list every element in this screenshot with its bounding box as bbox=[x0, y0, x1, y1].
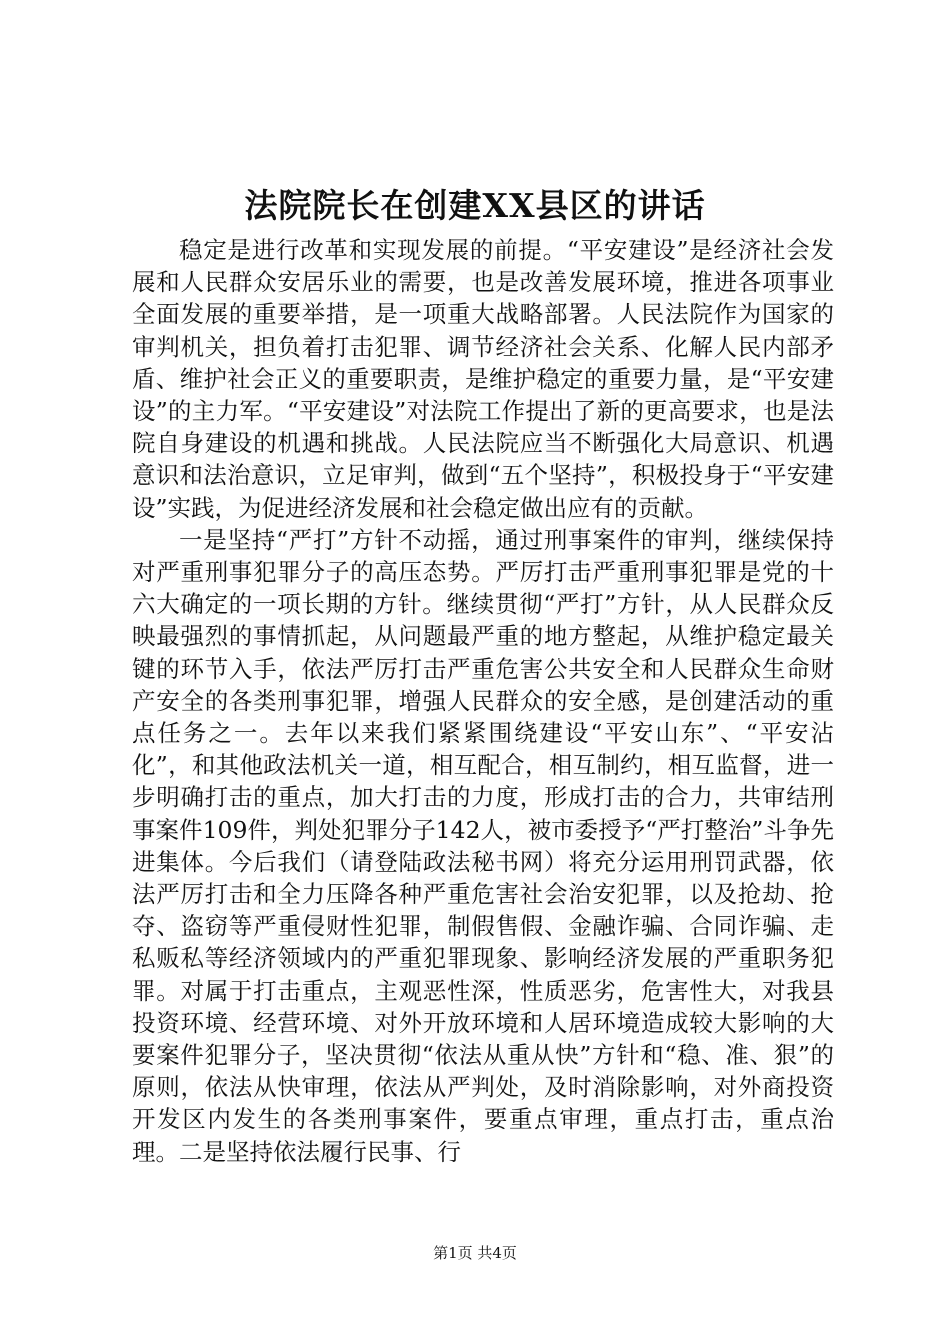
paragraph-2: 一是坚持“严打”方针不动摇，通过刑事案件的审判，继续保持对严重刑事犯罪分子的高压态势。严厉打击严重刑事犯罪是党的十六大确定的一项长期的方针。继续贯彻“严打”方针，从人民群众反映最强烈的事情抓起，从问题最严重的地方整起，从维护稳定最关键的环节入手，依法严厉打击严重危害公共安全和人民群众生命财产安全的各类刑事犯罪，增强人民群众的安全感，是创建活动的重点任务之一。去年以来我们紧紧围绕建设“平安山东”、“平安沾化”，和其他政法机关一道，相互配合，相互制约，相互监督，进一步明确打击的重点，加大打击的力度，形成打击的合力，共审结刑事案件109件，判处犯罪分子142人，被市委授予“严打整治”斗争先进集体。今后我们（请登陆政法秘书网）将充分运用刑罚武器，依法严厉打击和全力压降各种严重危害社会治安犯罪，以及抢劫、抢夺、盗窃等严重侵财性犯罪，制假售假、金融诈骗、合同诈骗、走私贩私等经济领域内的严重犯罪现象、影响经济发展的严重职务犯罪。对属于打击重点，主观恶性深，性质恶劣，危害性大，对我县投资环境、经营环境、对外开放环境和人居环境造成较大影响的大要案件犯罪分子，坚决贯彻“依法从重从快”方针和“稳、准、狠”的原则，依法从快审理，依法从严判处，及时消除影响，对外商投资开发区内发生的各类刑事案件，要重点审理，重点打击，重点治理。二是坚持依法履行民事、行 bbox=[132, 525, 834, 1166]
document-title: 法院院长在创建XX县区的讲话 bbox=[244, 186, 706, 225]
document-body bbox=[132, 234, 834, 1168]
page-number-footer: 第1页 共4页 bbox=[433, 1244, 517, 1262]
paragraph-1: 稳定是进行改革和实现发展的前提。“平安建设”是经济社会发展和人民群众安居乐业的需要，也是改善发展环境，推进各项事业全面发展的重要举措，是一项重大战略部署。人民法院作为国家的审判机关，担负着打击犯罪、调节经济社会关系、化解人民内部矛盾、维护社会正义的重要职责，是维护稳定的重要力量，是“平安建设”的主力军。“平安建设”对法院工作提出了新的更高要求，也是法院自身建设的机遇和挑战。人民法院应当不断强化大局意识、机遇意识和法治意识，立足审判，做到“五个坚持”，积极投身于“平安建设”实践，为促进经济发展和社会稳定做出应有的贡献。 bbox=[132, 236, 834, 522]
